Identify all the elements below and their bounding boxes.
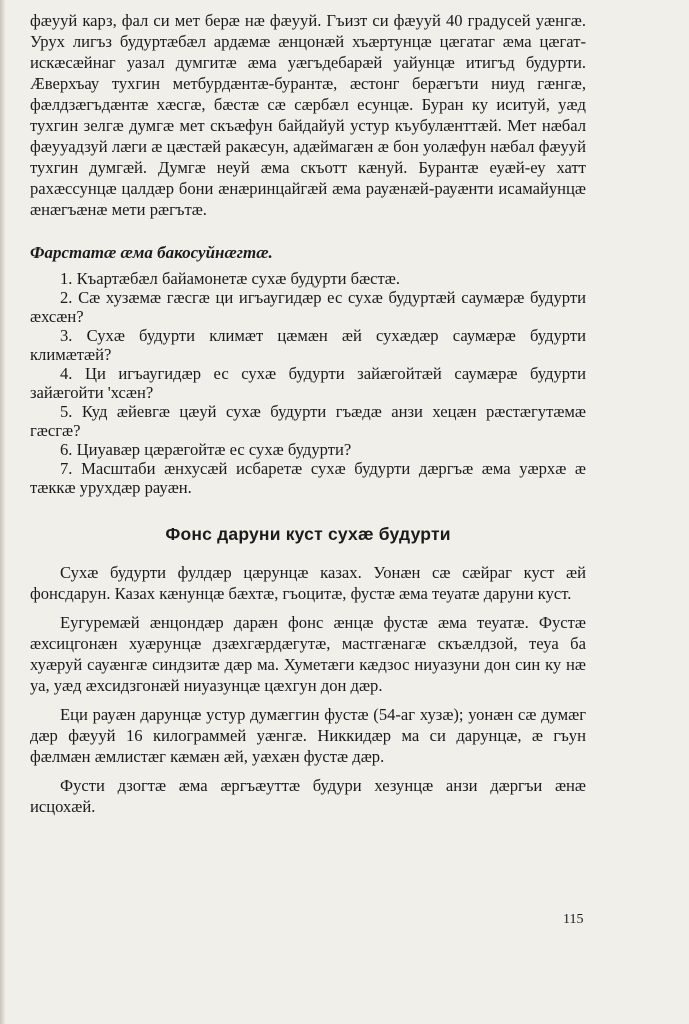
body-paragraph: Еугуремæй æнцондæр дарæн фонс æнцæ фустæ æма теуатæ. Фустæ æхсицгонæн хуæрунцæ дзæхгæрдæгутæ, мастгæнагæ скъæлдзой, теуа ба хуæруй сауæнгæ синдзитæ дæр ма. Хуметæги кæдзос ниуазуни дон син ку нæ уа, уæд æхсидзгонæй ниуазунцæ цæхгун дон дæр. [30,613,586,695]
question-item: 5. Куд æйевгæ цæуй сухæ будурти гъæдæ анзи хецæн рæстæгутæмæ гæсгæ? [30,402,586,440]
book-page [30,10,586,825]
question-item: 3. Сухæ будурти климæт цæмæн æй сухæдæр саумæрæ будурти климæтæй? [30,326,586,364]
body-paragraph: Еци рауæн дарунцæ устур думæггин фустæ (54-аг хузæ); уонæн сæ думæг дæр фæууй 16 килограммей уæнгæ. Никкидæр ма си дарунцæ, æ гъун фæлмæн æмлистæг кæмæн æй, уæхæн фустæ дæр. [30,705,586,766]
questions-heading: Фарстатæ æма бакосуйнæгтæ. [30,243,273,262]
question-item: 7. Масштаби æнхусæй исбаретæ сухæ будурти дæргъæ æма уæрхæ æ тæккæ урухдæр рауæн. [30,459,586,497]
page-number: 115 [563,912,584,927]
question-item: 6. Циуавæр цæрæгойтæ ес сухæ будурти? [60,440,352,459]
body-paragraph: Сухæ будурти фулдæр цæрунцæ казах. Уонæн сæ сæйраг куст æй фонсдарун. Казах кæнунцæ бæхтæ, гъоцитæ, фустæ æма теуатæ даруни куст. [30,563,586,603]
section-title: Фонс даруни куст сухæ будурти [165,524,451,544]
question-item: 1. Къартæбæл байамонетæ сухæ будурти бæстæ. [60,269,400,288]
section-body [30,562,586,817]
question-item: 2. Сæ хузæмæ гæсгæ ци игъаугидæр ес сухæ будуртæй саумæрæ будурти æхсæн? [30,288,586,326]
question-item: 4. Ци игъаугидæр ес сухæ будурти зайæгойтæй саумæрæ будурти зайæгойти 'хсæн? [30,364,586,402]
page-binding-edge [0,0,5,1024]
body-paragraph: Фусти дзогтæ æма æргъæуттæ будури хезунцæ анзи дæргъи æнæ исцохæй. [30,776,586,816]
top-paragraph: фæууй карз, фал си мет берæ нæ фæууй. Гъизт си фæууй 40 градусей уæнгæ. Урух лигъз будуртæбæл ардæмæ æнцонæй хъæртунцæ цæгатаг æма цæгат-искæсæйнаг уазал думгитæ æма уæгъдебарæй уайунцæ итигъд будурти. Æверхъау тухгин метбурдæнтæ-бурантæ, æстонг берæгъти ниуд гæнгæ, фæлдзæгъдæнтæ хæсгæ, бæстæ сæ сæрбæл есунцæ. Буран ку иситуй, уæд тухгин зелгæ думгæ мет скъæфун байдайуй устур къубулæнттæй. Мет нæбал фæууадзуй лæги æ цæстæй ракæсун, адæймагæн æ бон уолæфун нæбал фæууй тухгин думгæй. Думгæ неуй æма скъотт кæнуй. Бурантæ еуæй-еу хатт рахæссунцæ цалдæр бони æнæринцайгæй æма рауæнæй-рауæнти исамайунцæ æнæгъæнæ мети рæгътæ. [30,11,586,219]
questions-list [30,269,586,497]
